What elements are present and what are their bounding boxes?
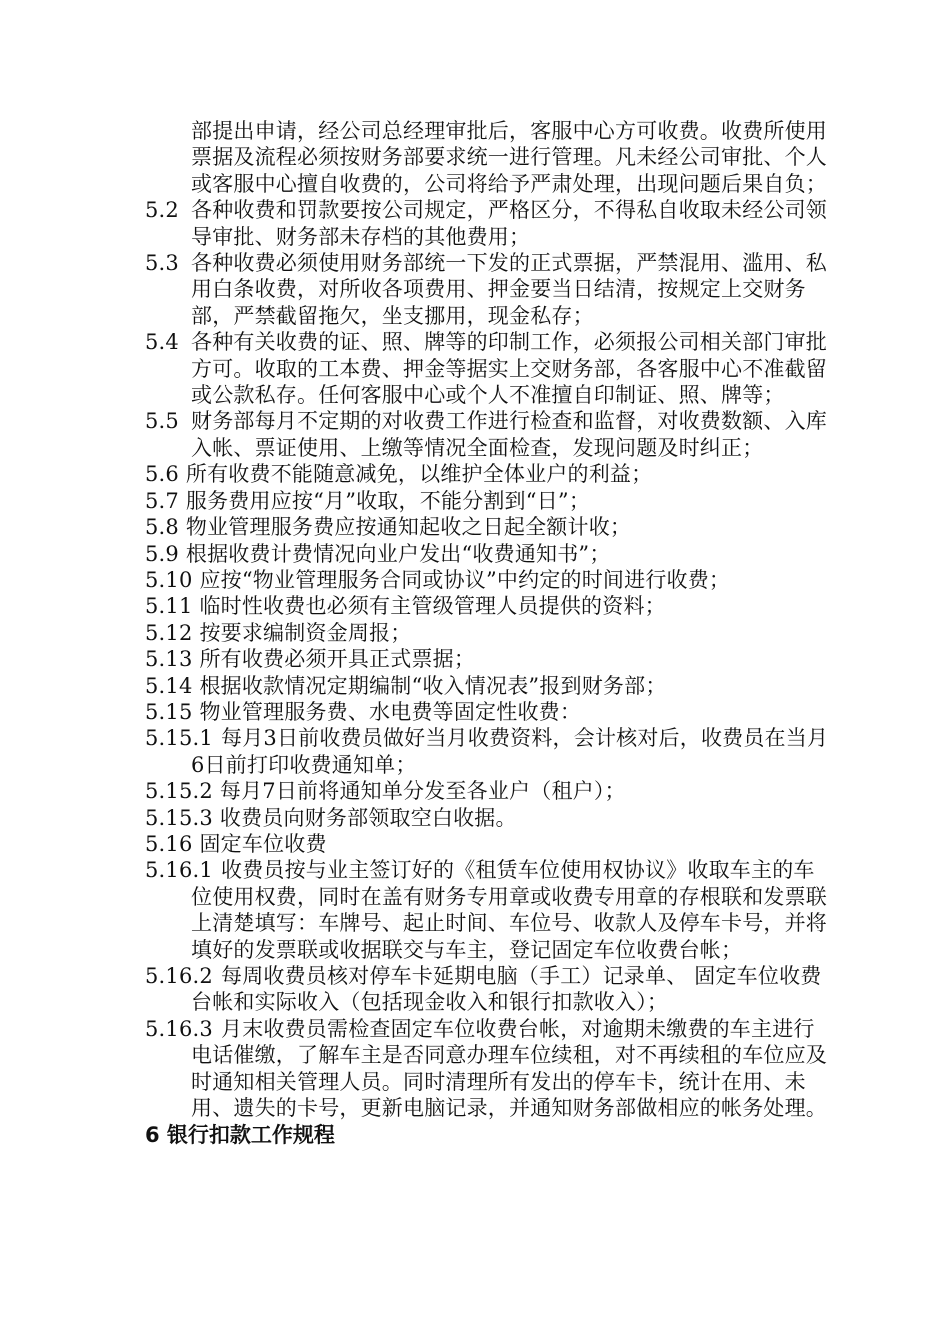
document-body: [145, 118, 835, 1149]
list-item: [145, 857, 835, 963]
list-item: [145, 673, 835, 699]
item-number: 5.16.3: [145, 1016, 213, 1041]
list-item: [145, 593, 835, 619]
item-number: 5.11: [145, 594, 193, 619]
item-number: 5.16: [145, 831, 193, 856]
item-number: 5.4: [145, 330, 179, 355]
item-text: 根据收款情况定期编制“收入情况表”报到财务部；: [199, 673, 667, 698]
item-text: 各种收费必须使用财务部统一下发的正式票据，严禁混用、滥用、私用白条收费，对所收各项费用、押金要当日结清，按规定上交财务部，严禁截留拖欠，坐支挪用，现金私存；: [191, 251, 827, 328]
item-text: 每月7日前将通知单分发至各业户（租户）；: [219, 779, 626, 804]
list-item: [145, 699, 835, 725]
item-text: 临时性收费也必须有主管级管理人员提供的资料；: [199, 594, 666, 619]
item-number: 5.3: [145, 251, 179, 276]
item-text: 服务费用应按“月”收取，不能分割到“日”；: [185, 488, 591, 513]
list-item: [145, 197, 835, 250]
item-number: 5.15.1: [145, 726, 213, 751]
item-number: 5.15: [145, 699, 193, 724]
numbered-list: [145, 197, 835, 1121]
item-text: 各种有关收费的证、照、牌等的印制工作，必须报公司相关部门审批方可。收取的工本费、押金等据实上交财务部，各客服中心不准截留或公款私存。任何客服中心或个人不准擅自印制证、照、牌等；: [191, 330, 827, 408]
item-text: 每周收费员核对停车卡延期电脑（手工）记录单、 固定车位收费台帐和实际收入（包括现金收入和银行扣款收入）；: [191, 964, 822, 1015]
list-item: [145, 329, 835, 408]
item-text: 各种收费和罚款要按公司规定，严格区分，不得私自收取未经公司领导审批、财务部未存档的其他费用；: [191, 198, 827, 249]
item-number: 5.8: [145, 515, 179, 540]
list-item: [145, 646, 835, 672]
list-item: [145, 461, 835, 487]
list-item: [145, 778, 835, 804]
continuation-text: 部提出申请，经公司总经理审批后，客服中心方可收费。收费所使用票据及流程必须按财务部要求统一进行管理。凡未经公司审批、个人或客服中心擅自收费的，公司将给予严肃处理，出现问题后果自负；: [191, 119, 827, 196]
list-item: [145, 831, 835, 857]
item-number: 5.16.2: [145, 964, 213, 988]
item-number: 5.13: [145, 647, 193, 672]
item-text: 应按“物业管理服务合同或协议”中约定的时间进行收费；: [199, 567, 731, 592]
item-text: 每月3日前收费员做好当月收费资料，会计核对后，收费员在当月6日前打印收费通知单；: [191, 726, 829, 777]
list-item: [145, 620, 835, 646]
list-item: [145, 488, 835, 514]
item-number: 5.2: [145, 198, 179, 223]
list-item: [145, 250, 835, 329]
item-number: 5.12: [145, 620, 193, 645]
item-text: 固定车位收费: [199, 831, 327, 856]
item-number: 5.14: [145, 673, 193, 698]
item-number: 5.6: [145, 462, 179, 487]
list-item: [145, 541, 835, 567]
item-number: 5.5: [145, 409, 179, 434]
list-item: [145, 408, 835, 461]
item-number: 5.15.2: [145, 779, 213, 804]
item-text: 物业管理服务费、水电费等固定性收费：: [199, 699, 582, 724]
list-item: [145, 514, 835, 540]
item-number: 5.7: [145, 488, 179, 513]
item-number: 5.16.1: [145, 858, 213, 883]
item-number: 5.9: [145, 541, 179, 566]
item-number: 5.15.3: [145, 805, 213, 830]
continuation-paragraph: [145, 118, 835, 197]
item-text: 收费员向财务部领取空白收据。: [219, 805, 517, 830]
list-item: [145, 567, 835, 593]
list-item: [145, 805, 835, 831]
list-item: [145, 963, 835, 1016]
item-text: 收费员按与业主签订好的《租赁车位使用权协议》收取车主的车位使用权费，同时在盖有财务专用章或收费专用章的存根联和发票联上清楚填写：车牌号、起止时间、车位号、收款人及停车卡号，并将填好的发票联或收据联交与车主，登记固定车位收费台帐；: [191, 858, 827, 962]
item-text: 所有收费必须开具正式票据；: [199, 647, 476, 672]
item-text: 根据收费计费情况向业户发出“收费通知书”；: [185, 541, 611, 566]
item-number: 5.10: [145, 567, 193, 592]
item-text: 所有收费不能随意减免，以维护全体业户的利益；: [185, 462, 653, 487]
item-text: 财务部每月不定期的对收费工作进行检查和监督，对收费数额、入库入帐、票证使用、上缴等情况全面检查，发现问题及时纠正；: [191, 409, 827, 460]
section-heading: 6 银行扣款工作规程: [145, 1123, 335, 1148]
item-text: 月末收费员需检查固定车位收费台帐，对逾期未缴费的车主进行电话催缴，了解车主是否同意办理车位续租，对不再续租的车位应及时通知相关管理人员。同时清理所有发出的停车卡，统计在用、未用、遗失的卡号，更新电脑记录，并通知财务部做相应的帐务处理。: [191, 1016, 827, 1121]
list-item: [145, 1016, 835, 1122]
list-item: [145, 725, 835, 778]
item-text: 按要求编制资金周报；: [199, 620, 412, 645]
item-text: 物业管理服务费应按通知起收之日起全额计收；: [185, 515, 632, 540]
